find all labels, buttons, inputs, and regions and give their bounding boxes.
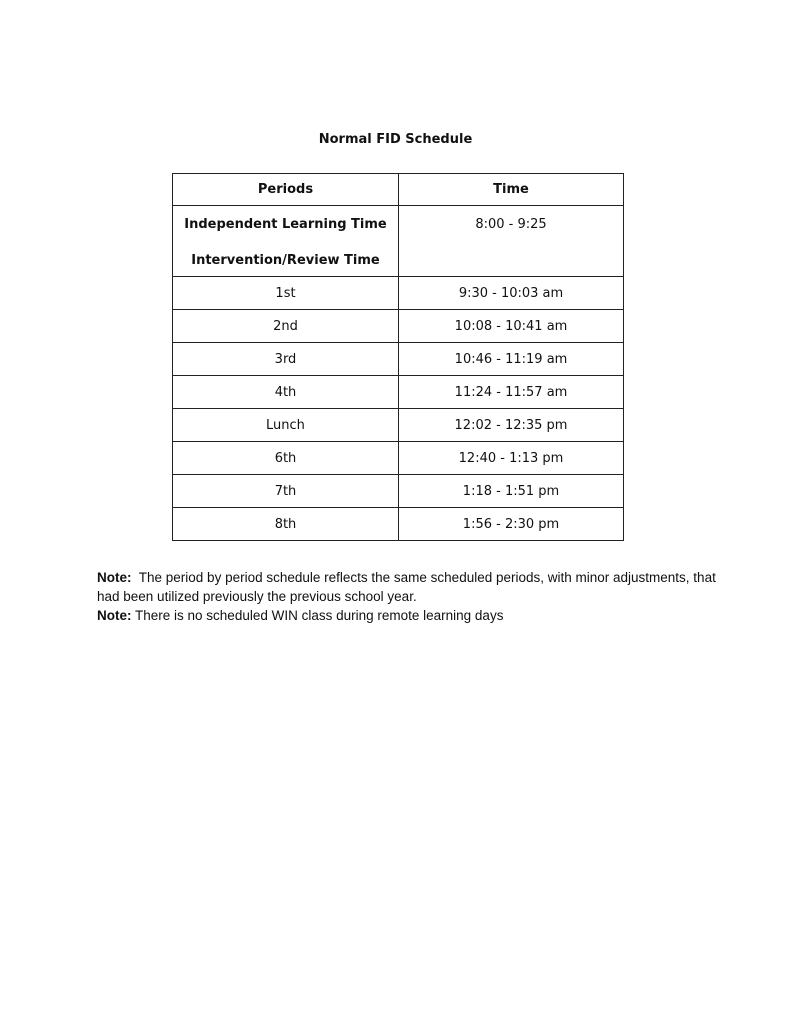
schedule-table — [172, 173, 624, 541]
note-paragraph — [97, 568, 717, 606]
notes-section — [97, 568, 717, 625]
time-cell: 10:08 - 10:41 am — [399, 310, 624, 343]
period-cell: 2nd — [173, 310, 399, 343]
period-label: Independent Learning Time — [184, 217, 387, 232]
time-cell: 12:40 - 1:13 pm — [399, 442, 624, 475]
period-label: Intervention/Review Time — [191, 253, 380, 268]
period-cell: 4th — [173, 376, 399, 409]
time-cell — [399, 206, 624, 277]
header-periods: Periods — [173, 174, 399, 206]
note-text: There is no scheduled WIN class during remote learning days — [135, 608, 504, 623]
header-time: Time — [399, 174, 624, 206]
table-row — [173, 508, 624, 541]
note-paragraph — [97, 606, 717, 625]
time-cell: 11:24 - 11:57 am — [399, 376, 624, 409]
time-cell: 10:46 - 11:19 am — [399, 343, 624, 376]
time-label: 8:00 - 9:25 — [475, 217, 547, 232]
period-cell: 3rd — [173, 343, 399, 376]
table-row — [173, 376, 624, 409]
table-header-row — [173, 174, 624, 206]
page-title: Normal FID Schedule — [318, 132, 473, 147]
table-row — [173, 310, 624, 343]
time-cell: 1:18 - 1:51 pm — [399, 475, 624, 508]
note-label: Note: — [97, 608, 132, 623]
time-cell: 1:56 - 2:30 pm — [399, 508, 624, 541]
table-row — [173, 343, 624, 376]
time-cell: 12:02 - 12:35 pm — [399, 409, 624, 442]
time-cell: 9:30 - 10:03 am — [399, 277, 624, 310]
table-row — [173, 475, 624, 508]
table-row — [173, 206, 624, 277]
period-cell: 1st — [173, 277, 399, 310]
note-label: Note: — [97, 570, 132, 585]
table-row — [173, 442, 624, 475]
period-cell — [173, 206, 399, 277]
period-cell: 8th — [173, 508, 399, 541]
period-cell: Lunch — [173, 409, 399, 442]
note-text: The period by period schedule reflects the same scheduled periods, with minor adjustments, that had been utilized previously the previous school year. — [97, 570, 716, 604]
period-cell: 6th — [173, 442, 399, 475]
table-row — [173, 277, 624, 310]
table-row — [173, 409, 624, 442]
period-cell: 7th — [173, 475, 399, 508]
